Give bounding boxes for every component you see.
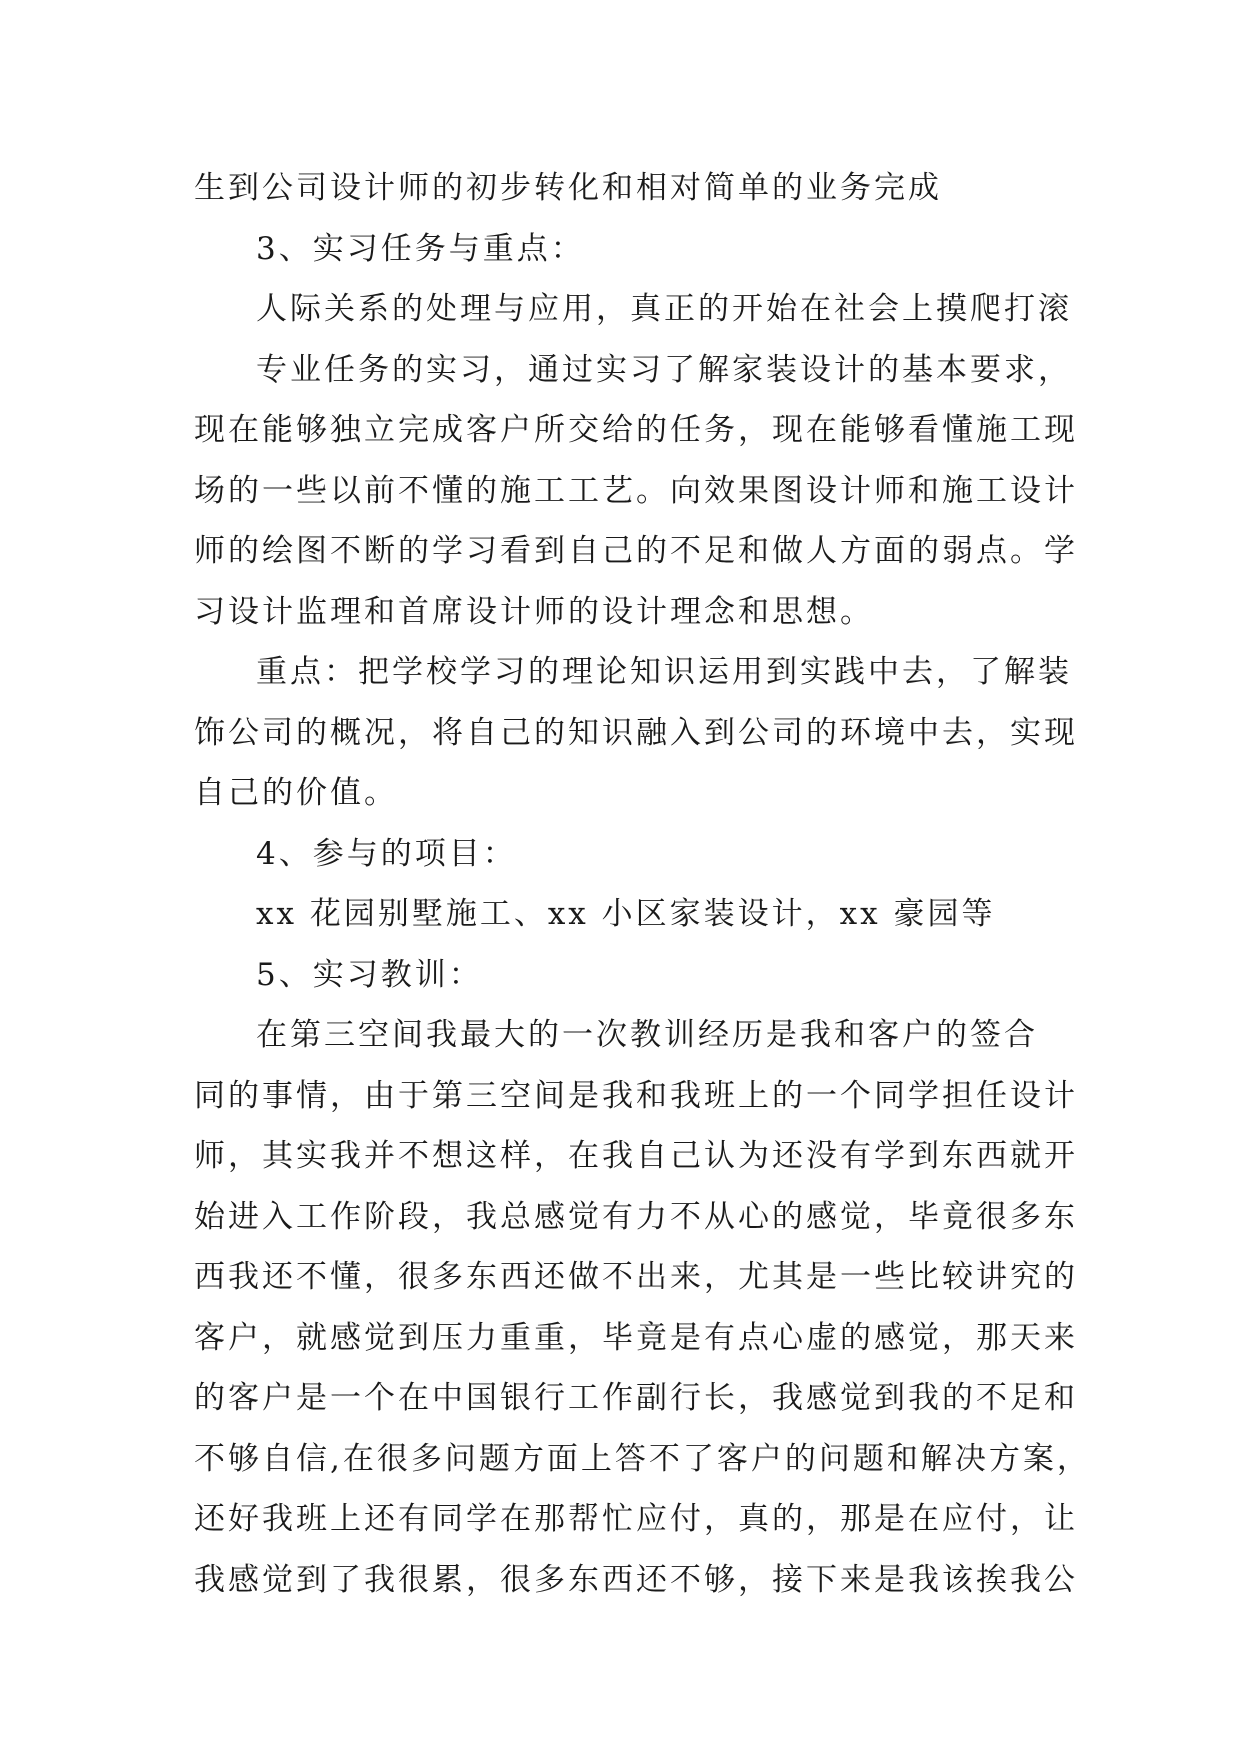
text-line: 师的绘图不断的学习看到自己的不足和做人方面的弱点。学 (194, 533, 1078, 569)
section-heading: 5、实习教训： (256, 956, 483, 993)
section-heading: 4、参与的项目： (256, 835, 517, 872)
text-line: 始进入工作阶段，我总感觉有力不从心的感觉，毕竟很多东 (194, 1198, 1078, 1235)
text-line: 同的事情，由于第三空间是我和我班上的一个同学担任设计 (194, 1077, 1078, 1114)
text-line: 场的一些以前不懂的施工工艺。向效果图设计师和施工设计 (194, 472, 1078, 509)
text-line: 我感觉到了我很累，很多东西还不够，接下来是我该挨我公 (194, 1561, 1078, 1598)
text-line: 专业任务的实习，通过实习了解家装设计的基本要求， (256, 351, 1072, 388)
text-line: 饰公司的概况，将自己的知识融入到公司的环境中去，实现 (194, 714, 1078, 751)
text-line: 师，其实我并不想这样，在我自己认为还没有学到东西就开 (194, 1138, 1078, 1174)
text-line: 的客户是一个在中国银行工作副行长，我感觉到我的不足和 (194, 1380, 1078, 1416)
text-line: 不够自信,在很多问题方面上答不了客户的问题和解决方案， (194, 1440, 1091, 1477)
section-heading: 3、实习任务与重点： (256, 230, 585, 267)
text-line: xx 花园别墅施工、xx 小区家装设计，xx 豪园等 (256, 896, 996, 932)
text-line: 现在能够独立完成客户所交给的任务，现在能够看懂施工现 (194, 412, 1078, 448)
text-line: 客户，就感觉到压力重重，毕竟是有点心虚的感觉，那天来 (194, 1319, 1078, 1356)
text-line: 习设计监理和首席设计师的设计理念和思想。 (194, 593, 874, 630)
text-line: 生到公司设计师的初步转化和相对简单的业务完成 (194, 170, 942, 206)
text-line: 还好我班上还有同学在那帮忙应付，真的，那是在应付，让 (194, 1501, 1078, 1537)
text-line: 在第三空间我最大的一次教训经历是我和客户的签合 (256, 1017, 1038, 1053)
text-line: 西我还不懂，很多东西还做不出来，尤其是一些比较讲究的 (194, 1259, 1078, 1295)
text-line: 自己的价值。 (194, 775, 398, 811)
body-text (194, 158, 1091, 1610)
text-line: 人际关系的处理与应用，真正的开始在社会上摸爬打滚 (256, 291, 1072, 327)
text-line: 重点：把学校学习的理论知识运用到实践中去，了解装 (256, 654, 1072, 690)
